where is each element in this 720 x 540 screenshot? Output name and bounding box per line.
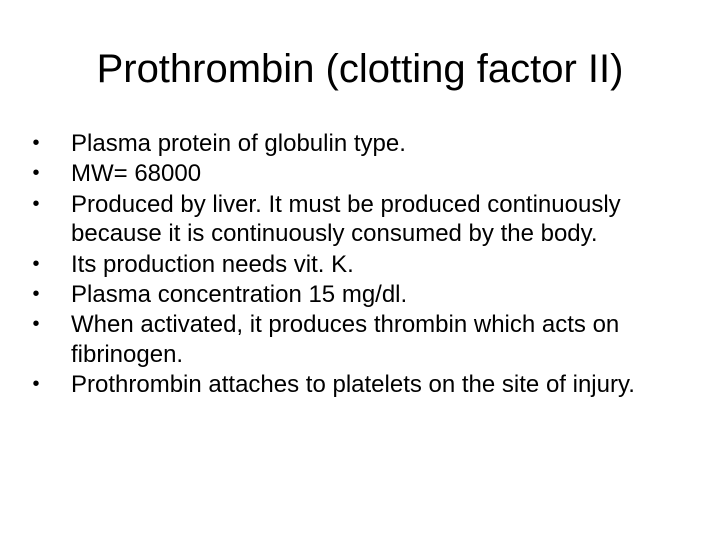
slide-title: Prothrombin (clotting factor II) — [96, 47, 624, 91]
bullet-item — [28, 190, 708, 249]
bullet-dot-icon: • — [32, 192, 40, 215]
bullet-dot-icon: • — [32, 132, 40, 154]
bullet-dot-icon: • — [32, 313, 40, 336]
bullet-item — [28, 250, 708, 279]
bullet-text: Its production needs vit. K. — [71, 250, 354, 278]
bullet-text: Plasma concentration 15 mg/dl. — [71, 281, 408, 309]
bullet-text: Prothrombin attaches to platelets on the site of injury. — [71, 371, 635, 399]
bullet-item — [28, 129, 708, 158]
bullet-text: When activated, it produces thrombin which acts on fibrinogen. — [71, 311, 620, 368]
bullet-dot-icon: • — [32, 283, 40, 306]
bullet-text: Produced by liver. It must be produced continuously because it is continuously consumed by the body. — [71, 190, 621, 248]
bullet-text: Plasma protein of globulin type. — [71, 130, 406, 157]
bullet-item — [28, 370, 708, 399]
bullet-item — [28, 310, 708, 369]
bullet-dot-icon: • — [32, 162, 40, 185]
bullet-list — [28, 129, 708, 401]
bullet-dot-icon: • — [32, 373, 40, 396]
bullet-text: MW= 68000 — [71, 160, 202, 188]
bullet-item — [28, 280, 708, 309]
bullet-dot-icon: • — [32, 252, 40, 275]
bullet-item — [28, 159, 708, 188]
